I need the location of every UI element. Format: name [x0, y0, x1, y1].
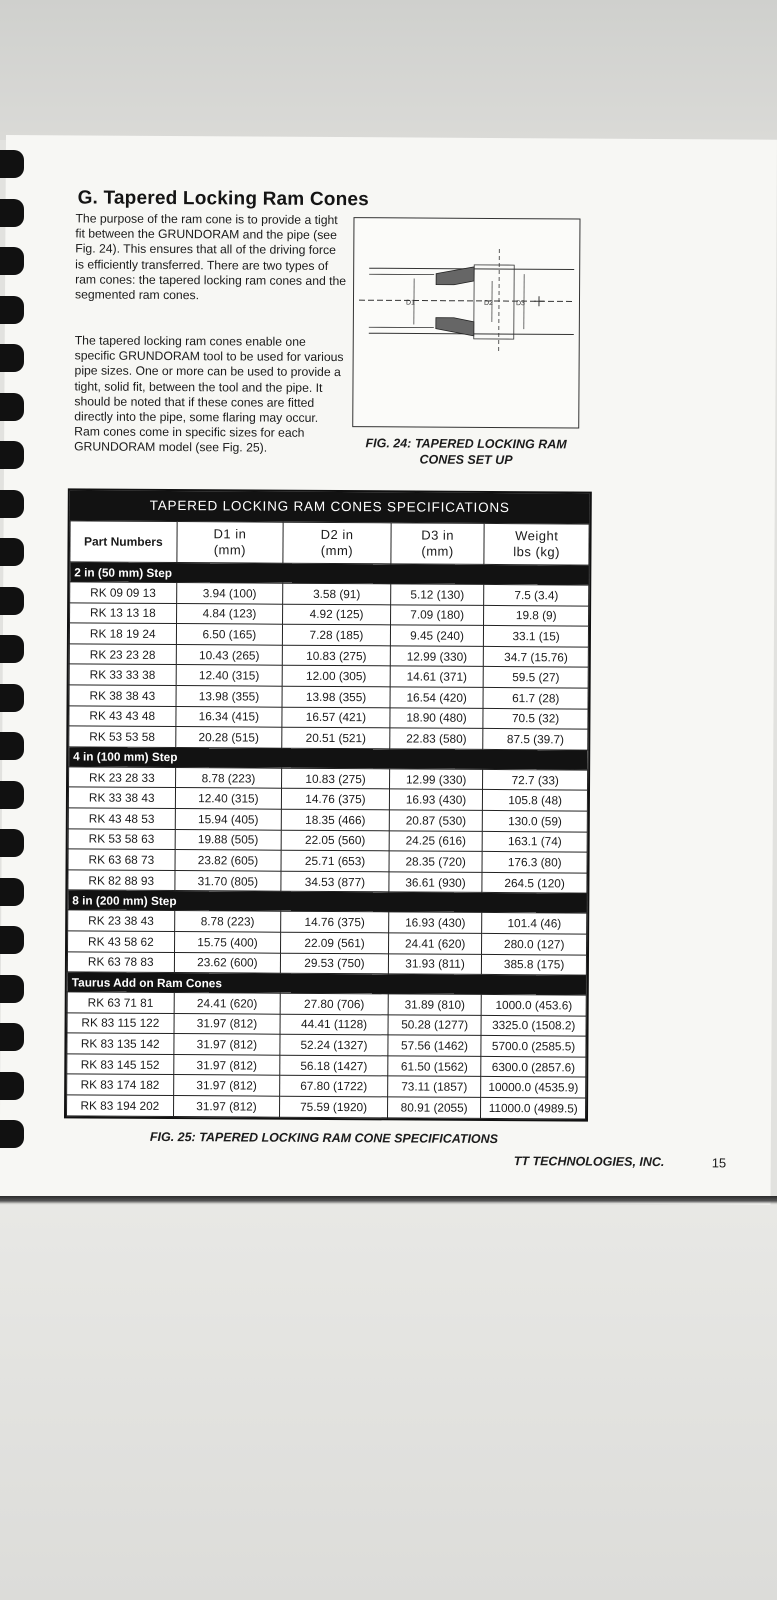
binding-ring: [0, 635, 24, 663]
binding-ring: [0, 199, 24, 227]
binding-ring: [0, 1023, 24, 1051]
part-number-cell: RK 63 78 83: [67, 951, 174, 972]
d2-cell: 75.59 (1920): [280, 1096, 388, 1117]
part-number-cell: RK 53 58 63: [68, 828, 175, 849]
d3-cell: 16.93 (430): [389, 789, 483, 810]
d2-cell: 18.35 (466): [281, 809, 389, 830]
part-number-cell: RK 09 09 13: [70, 582, 177, 603]
group-label: 4 in (100 mm) Step: [69, 747, 588, 770]
header-d1: D1 in (mm): [177, 522, 284, 564]
binding-ring: [0, 393, 24, 421]
d1-cell: 19.88 (505): [175, 829, 282, 850]
binding-ring: [0, 296, 24, 324]
weight-cell: 10000.0 (4535.9): [481, 1077, 586, 1098]
part-number-cell: RK 18 19 24: [69, 623, 176, 644]
d1-cell: 23.62 (600): [174, 952, 281, 973]
d1-cell: 6.50 (165): [176, 624, 283, 645]
group-label: Taurus Add on Ram Cones: [67, 972, 586, 995]
d2-cell: 27.80 (706): [280, 993, 388, 1014]
weight-cell: 87.5 (39.7): [483, 729, 588, 750]
part-number-cell: RK 23 23 28: [69, 644, 176, 665]
weight-cell: 176.3 (80): [482, 852, 587, 873]
weight-cell: 130.0 (59): [483, 810, 588, 831]
d2-cell: 22.05 (560): [281, 830, 389, 851]
part-number-cell: RK 53 53 58: [69, 726, 176, 747]
d3-cell: 12.99 (330): [389, 769, 483, 790]
d3-cell: 73.11 (1857): [387, 1076, 481, 1097]
intro-paragraph-2: The tapered locking ram cones enable one specific GRUNDORAM tool to be used for various pipe sizes. One or more can be used to provide a tight, solid fit, between the tool and the pipe. It should be noted that if these cones are fitted directly into the pipe, some flaring may occur. Ram cones come in specific sizes for each GRUNDORAM model (see Fig. 25).: [74, 333, 344, 456]
d2-cell: 25.71 (653): [281, 850, 389, 871]
d2-cell: 3.58 (91): [283, 583, 391, 604]
binding-ring: [0, 684, 24, 712]
section-title: G. Tapered Locking Ram Cones: [77, 187, 370, 211]
footer-company: TT TECHNOLOGIES, INC.: [513, 1154, 665, 1170]
d1-cell: 23.82 (605): [175, 850, 282, 871]
weight-cell: 70.5 (32): [483, 708, 588, 729]
binding-ring: [0, 781, 24, 809]
binding-ring: [0, 538, 24, 566]
part-number-cell: RK 43 43 48: [69, 705, 176, 726]
binding-ring: [0, 975, 24, 1003]
header-weight: Weight lbs (kg): [484, 523, 589, 565]
d1-cell: 12.40 (315): [176, 665, 283, 686]
d3-cell: 16.54 (420): [390, 687, 484, 708]
d1-cell: 31.70 (805): [174, 870, 281, 891]
d1-cell: 3.94 (100): [176, 583, 283, 604]
part-number-cell: RK 33 38 43: [68, 787, 175, 808]
binding-ring: [0, 587, 24, 615]
d3-cell: 61.50 (1562): [388, 1056, 482, 1077]
d3-cell: 50.28 (1277): [388, 1015, 482, 1036]
part-number-cell: RK 23 28 33: [69, 767, 176, 788]
weight-cell: 5700.0 (2585.5): [481, 1036, 586, 1057]
weight-cell: 6300.0 (2857.6): [481, 1056, 586, 1077]
spiral-binding: [0, 150, 26, 1150]
weight-cell: 3325.0 (1508.2): [481, 1015, 586, 1036]
header-d2: D2 in (mm): [283, 522, 391, 564]
binding-ring: [0, 344, 24, 372]
d2-cell: 14.76 (375): [281, 912, 389, 933]
d1-cell: 12.40 (315): [175, 788, 282, 809]
header-part-numbers: Part Numbers: [70, 521, 177, 563]
spec-table-header-row: [70, 521, 589, 565]
weight-cell: 34.7 (15.76): [484, 646, 589, 667]
part-number-cell: RK 38 38 43: [69, 685, 176, 706]
binding-ring: [0, 1120, 24, 1148]
weight-cell: 105.8 (48): [483, 790, 588, 811]
d2-cell: 16.57 (421): [282, 707, 390, 728]
d1-cell: 15.75 (400): [174, 931, 281, 952]
spec-table: [66, 520, 590, 1119]
part-number-cell: RK 83 174 182: [67, 1074, 174, 1095]
desk-background-bottom: [0, 1205, 777, 1600]
d2-cell: 56.18 (1427): [280, 1055, 388, 1076]
d2-cell: 29.53 (750): [281, 953, 389, 974]
d3-cell: 57.56 (1462): [388, 1035, 482, 1056]
figure-24-diagram: [352, 217, 580, 428]
d1-cell: 15.94 (405): [175, 808, 282, 829]
binding-ring: [0, 732, 24, 760]
d3-cell: 31.93 (811): [388, 953, 482, 974]
group-label: 8 in (200 mm) Step: [68, 890, 587, 913]
page-number: 15: [711, 1155, 727, 1171]
part-number-cell: RK 13 13 18: [70, 602, 177, 623]
label-d3: D3: [515, 300, 525, 308]
page-bottom-edge: [0, 1196, 777, 1204]
part-number-cell: RK 63 68 73: [68, 849, 175, 870]
weight-cell: 19.8 (9): [484, 605, 589, 626]
desk-background-top: [0, 0, 777, 140]
weight-cell: 385.8 (175): [482, 954, 587, 975]
d1-cell: 16.34 (415): [175, 706, 282, 727]
d3-cell: 28.35 (720): [389, 851, 483, 872]
d3-cell: 18.90 (480): [390, 707, 484, 728]
d3-cell: 36.61 (930): [389, 872, 483, 893]
d1-cell: 8.78 (223): [175, 767, 282, 788]
d2-cell: 10.83 (275): [282, 645, 390, 666]
d1-cell: 24.41 (620): [174, 993, 281, 1014]
d2-cell: 7.28 (185): [283, 624, 391, 645]
binding-ring: [0, 150, 24, 178]
d3-cell: 31.89 (810): [388, 994, 482, 1015]
spec-table-title: TAPERED LOCKING RAM CONES SPECIFICATIONS: [70, 490, 590, 523]
d2-cell: 4.92 (125): [283, 604, 391, 625]
d1-cell: 4.84 (123): [176, 603, 283, 624]
weight-cell: 101.4 (46): [482, 913, 587, 934]
label-d1: D1: [405, 299, 415, 307]
table-row: [67, 1095, 586, 1119]
part-number-cell: RK 83 135 142: [67, 1033, 174, 1054]
part-number-cell: RK 82 88 93: [68, 870, 175, 891]
d1-cell: 31.97 (812): [173, 1034, 280, 1055]
weight-cell: 11000.0 (4989.5): [481, 1097, 586, 1118]
d1-cell: 8.78 (223): [174, 911, 281, 932]
figure-24-caption: FIG. 24: TAPERED LOCKING RAM CONES SET UP: [365, 436, 567, 468]
d2-cell: 12.00 (305): [282, 666, 390, 687]
d2-cell: 14.76 (375): [282, 789, 390, 810]
d2-cell: 13.98 (355): [282, 686, 390, 707]
weight-cell: 33.1 (15): [484, 626, 589, 647]
d3-cell: 14.61 (371): [390, 666, 484, 687]
weight-cell: 1000.0 (453.6): [481, 995, 586, 1016]
part-number-cell: RK 43 58 62: [68, 931, 175, 952]
part-number-cell: RK 23 38 43: [68, 910, 175, 931]
d1-cell: 20.28 (515): [175, 727, 282, 748]
d3-cell: 80.91 (2055): [387, 1097, 481, 1118]
weight-cell: 72.7 (33): [483, 769, 588, 790]
header-d3: D3 in (mm): [391, 523, 485, 565]
binding-ring: [0, 926, 24, 954]
part-number-cell: RK 63 71 81: [67, 992, 174, 1013]
d2-cell: 22.09 (561): [281, 932, 389, 953]
d3-cell: 24.41 (620): [388, 933, 482, 954]
d1-cell: 31.97 (812): [173, 1054, 280, 1075]
weight-cell: 7.5 (3.4): [484, 584, 589, 605]
binding-ring: [0, 829, 24, 857]
d1-cell: 13.98 (355): [176, 686, 283, 707]
intro-paragraph-1: The purpose of the ram cone is to provide a tight fit between the GRUNDORAM and the pipe (see Fig. 24). This ensures that all of the driving force is efficiently transferred. There are two types of ram cones: the tapered locking ram cones and the segmented ram cones.: [74, 211, 347, 303]
binding-ring: [0, 247, 24, 275]
ram-cone-setup-drawing: [353, 218, 579, 427]
weight-cell: 59.5 (27): [483, 667, 588, 688]
d1-cell: 31.97 (812): [174, 1013, 281, 1034]
d3-cell: 20.87 (530): [389, 810, 483, 831]
d3-cell: 12.99 (330): [390, 646, 484, 667]
binding-ring: [0, 490, 24, 518]
d1-cell: 10.43 (265): [176, 644, 283, 665]
part-number-cell: RK 83 194 202: [67, 1095, 174, 1116]
d2-cell: 34.53 (877): [281, 871, 389, 892]
d1-cell: 31.97 (812): [173, 1075, 280, 1096]
weight-cell: 264.5 (120): [482, 872, 587, 893]
part-number-cell: RK 43 48 53: [68, 808, 175, 829]
d2-cell: 20.51 (521): [282, 727, 390, 748]
d3-cell: 9.45 (240): [390, 625, 484, 646]
d3-cell: 7.09 (180): [390, 604, 484, 625]
binding-ring: [0, 878, 24, 906]
d3-cell: 5.12 (130): [390, 584, 484, 605]
part-number-cell: RK 83 145 152: [67, 1054, 174, 1075]
label-d2: D2: [483, 299, 493, 307]
d3-cell: 16.93 (430): [388, 912, 482, 933]
weight-cell: 163.1 (74): [482, 831, 587, 852]
spec-table-container: [64, 488, 592, 1121]
d3-cell: 24.25 (616): [389, 830, 483, 851]
manual-page: [0, 135, 777, 1205]
part-number-cell: RK 83 115 122: [67, 1013, 174, 1034]
binding-ring: [0, 441, 24, 469]
binding-ring: [0, 1072, 24, 1100]
d2-cell: 10.83 (275): [282, 768, 390, 789]
figure-25-caption: FIG. 25: TAPERED LOCKING RAM CONE SPECIFICATIONS: [149, 1129, 499, 1147]
spec-table-body: [67, 562, 589, 1119]
weight-cell: 280.0 (127): [482, 933, 587, 954]
d1-cell: 31.97 (812): [173, 1096, 280, 1117]
part-number-cell: RK 33 33 38: [69, 664, 176, 685]
group-label: 2 in (50 mm) Step: [70, 562, 589, 585]
d2-cell: 67.80 (1722): [280, 1076, 388, 1097]
d2-cell: 52.24 (1327): [280, 1034, 388, 1055]
weight-cell: 61.7 (28): [483, 687, 588, 708]
d2-cell: 44.41 (1128): [280, 1014, 388, 1035]
d3-cell: 22.83 (580): [390, 728, 484, 749]
